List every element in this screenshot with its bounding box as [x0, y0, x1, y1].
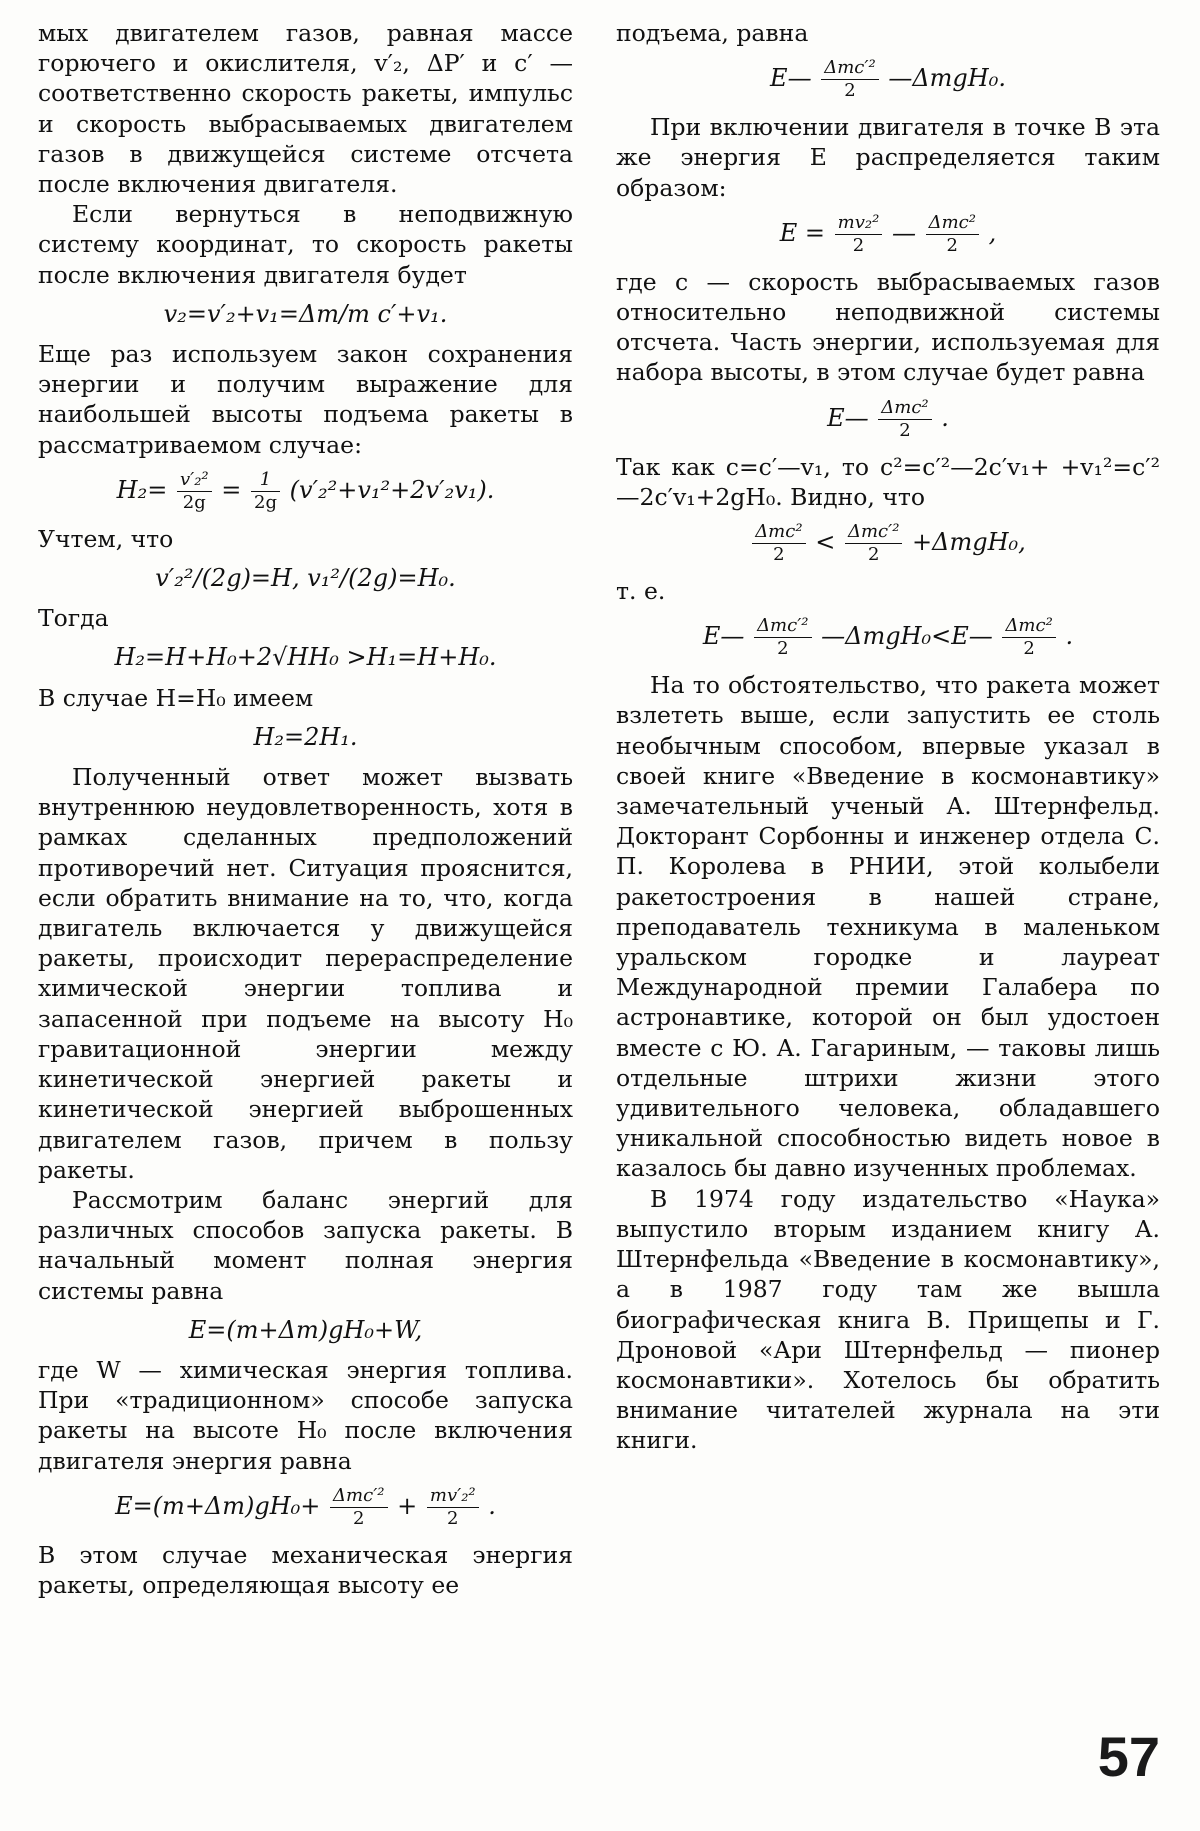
- fraction: [878, 397, 931, 442]
- paragraph: где c — скорость выбрасываемых газов относительно неподвижной системы отсчета. Часть энергии, используемая для набора высоты, в этом случае будет равна: [616, 267, 1160, 387]
- fraction-denominator: 2: [844, 80, 856, 102]
- formula-part: .: [488, 1491, 496, 1520]
- fraction: [177, 469, 212, 514]
- paragraph: Рассмотрим баланс энергий для различных способов запуска ракеты. В начальный момент полная энергия системы равна: [38, 1185, 573, 1305]
- fraction-denominator: 2: [852, 234, 865, 256]
- formula: v₂=v′₂+v₁=Δm/m c′+v₁.: [163, 299, 448, 328]
- formula-part: +: [397, 1491, 418, 1520]
- formula: [616, 521, 1160, 566]
- paragraph: где W — химическая энергия топлива. При «традиционном» способе запуска ракеты на высоте H₀ после включения двигателя энергия равна: [38, 1355, 573, 1475]
- formula: E=(m+Δm)gH₀+W,: [188, 1315, 423, 1344]
- formula-part: +ΔmgH₀,: [912, 528, 1026, 557]
- fraction-denominator: 2: [899, 419, 911, 441]
- formula-part: <: [815, 528, 836, 557]
- paragraph: мых двигателем газов, равная массе горючего и окислителя, v′₂, ΔP′ и c′ — соответственно скорость ракеты, импульс и скорость выбрасываемых двигателем газов в движущейся системе отсчета после включения двигателя.: [38, 19, 573, 199]
- formula-part: E—: [702, 622, 745, 651]
- formula-part: —ΔmgH₀<E—: [821, 622, 993, 651]
- paragraph: В 1974 году издательство «Наука» выпустило вторым изданием книгу А. Штернфельда «Введение в космонавтику», а в 1987 году там же вышла биографическая книга В. Прищепы и Г. Дроновой «Ари Штернфельд — пионер космонавтики». Хотелось бы обратить внимание читателей журнала на эти книги.: [616, 1184, 1160, 1455]
- formula-part: E =: [779, 218, 825, 247]
- paragraph: подъема, равна: [616, 19, 809, 47]
- formula: [38, 1485, 573, 1530]
- formula-part: —: [891, 218, 916, 247]
- paragraph: При включении двигателя в точке B эта же энергия E распределяется таким образом:: [616, 113, 1160, 202]
- left-column: [38, 18, 573, 1600]
- fraction-numerator: Δmc²: [878, 397, 931, 420]
- fraction-denominator: 2: [1023, 638, 1035, 660]
- formula: H₂=H+H₀+2√HH₀ >H₁=H+H₀.: [114, 643, 497, 672]
- fraction-numerator: Δmc′²: [754, 615, 811, 638]
- paragraph: Учтем, что: [38, 524, 174, 553]
- fraction: [251, 469, 280, 514]
- paragraph: На то обстоятельство, что ракета может взлететь выше, если запустить ее столь необычным способом, впервые указал в своей книге «Введение в космонавтику» замечательный ученый А. Штернфельд. Докторант Сорбонны и инженер отдела С. П. Королева в РНИИ, этой колыбели ракетостроения в нашей стране, преподаватель техникума в маленьком уральском городке и лауреат Международной премии Галабера по астронавтике, которой он был удостоен вместе с Ю. А. Гагариным, — таковы лишь отдельные штрихи жизни этого удивительного человека, обладавшего уникальной способностью видеть новое в казалось бы давно изученных проблемах.: [616, 671, 1160, 1183]
- fraction-numerator: Δmc²: [926, 212, 979, 235]
- paragraph: В этом случае механическая энергия ракеты, определяющая высоту ее: [38, 1540, 573, 1599]
- fraction: [1002, 615, 1055, 660]
- formula-part: ,: [988, 218, 997, 247]
- fraction-numerator: Δmc²: [752, 521, 805, 544]
- fraction-denominator: 2: [447, 1507, 459, 1529]
- fraction-numerator: mv′₂²: [427, 1485, 479, 1508]
- fraction-denominator: 2g: [182, 491, 206, 513]
- fraction-denominator: 2: [353, 1507, 365, 1529]
- formula: [616, 615, 1160, 660]
- fraction: [821, 57, 878, 102]
- fraction-numerator: Δmc′²: [845, 521, 902, 544]
- fraction-numerator: v′₂²: [177, 469, 212, 492]
- paragraph: т. е.: [616, 577, 666, 606]
- fraction-denominator: 2: [773, 544, 785, 566]
- paragraph: Полученный ответ может вызвать внутреннюю неудовлетворенность, хотя в рамках сделанных предположений противоречий нет. Ситуация прояснится, если обратить внимание на то, что, когда двигатель включается у движущейся ракеты, происходит перераспределение химической энергии топлива и запасенной при подъеме на высоту H₀ гравитационной энергии между кинетической энергией ракеты и кинетической энергией выброшенных двигателем газов, причем в пользу ракеты.: [38, 763, 573, 1184]
- fraction: [754, 615, 811, 660]
- formula-part: .: [1065, 622, 1074, 651]
- fraction-numerator: Δmc′²: [330, 1485, 387, 1508]
- fraction: [752, 521, 805, 566]
- formula-part: E=(m+Δm)gH₀+: [115, 1491, 321, 1520]
- fraction-numerator: Δmc²: [1002, 615, 1055, 638]
- paragraph: Если вернуться в неподвижную систему координат, то скорость ракеты после включения двигателя будет: [38, 200, 573, 289]
- formula-part: E—: [770, 64, 812, 93]
- paragraph: Так как c=c′—v₁, то c²=c′²—2c′v₁+ +v₁²=c′²—2c′v₁+2gH₀. Видно, что: [616, 452, 1160, 511]
- fraction-denominator: 2: [946, 234, 958, 256]
- fraction: [330, 1485, 387, 1530]
- fraction-denominator: 2: [867, 544, 880, 566]
- formula-part: (v′₂²+v₁²+2v′₂v₁).: [289, 475, 495, 504]
- formula: [616, 57, 1160, 102]
- formula: [38, 469, 573, 514]
- fraction-numerator: 1: [251, 469, 280, 492]
- paragraph: Тогда: [38, 604, 109, 633]
- fraction: [427, 1485, 479, 1530]
- formula-part: —ΔmgH₀.: [888, 64, 1006, 93]
- fraction-denominator: 2g: [254, 491, 278, 513]
- page-number: 57: [1097, 1725, 1160, 1788]
- fraction-denominator: 2: [777, 638, 789, 660]
- fraction: [835, 212, 883, 257]
- formula-part: .: [941, 403, 949, 432]
- formula-part: E—: [827, 403, 869, 432]
- formula-part: H₂=: [116, 475, 168, 504]
- fraction-numerator: mv₂²: [835, 212, 883, 235]
- paragraph: Еще раз используем закон сохранения энергии и получим выражение для наибольшей высоты подъема ракеты в рассматриваемом случае:: [38, 340, 573, 459]
- fraction: [845, 521, 902, 566]
- paragraph: В случае H=H₀ имеем: [38, 683, 314, 712]
- formula: [616, 212, 1160, 257]
- right-column: [616, 18, 1160, 1456]
- fraction: [926, 212, 979, 257]
- formula: [616, 397, 1160, 442]
- formula: v′₂²/(2g)=H, v₁²/(2g)=H₀.: [155, 564, 456, 593]
- formula-part: =: [221, 475, 242, 504]
- formula: H₂=2H₁.: [253, 722, 358, 751]
- fraction-numerator: Δmc′²: [821, 57, 878, 80]
